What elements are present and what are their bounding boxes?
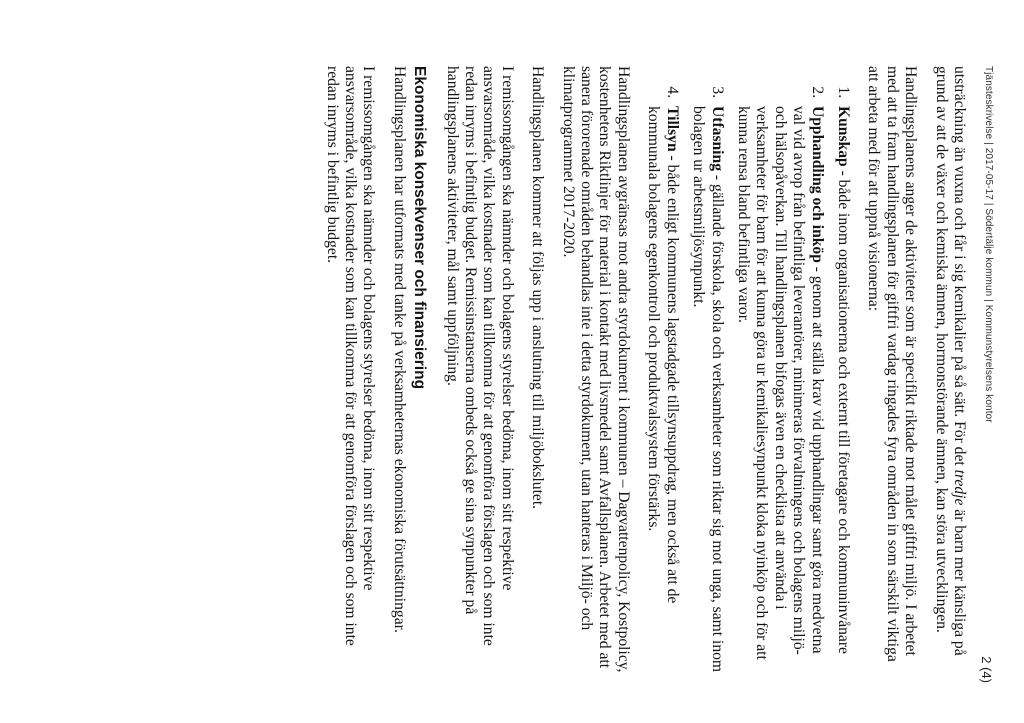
paragraph: Handlingsplanen avgränsas mot andra styrdokument i kommunen – Dagvattenpolicy, Kostpolicy, kostenhetens Riktlinjer för material i kontakt med livsmedel samt Avfallsplanen. Arbetet med att sanera förorenade områden behandlas inte i detta styrdokument, utan hanteras i Miljö- och klimatprogrammet 2017-2020. xyxy=(559,66,632,673)
office-name: Kommunstyrelsens kontor xyxy=(983,304,994,423)
paragraph: utsträckning än vuxna och får i sig kemikalier på så sätt. För det tredje är barn mer känsliga på grund av att de växer och kemiska ämnen, hormonstörande ämnen, kan störa utvecklingen. xyxy=(932,66,968,656)
list-item: 3. Utfasning - gällande förskola, skola och verksamheter som riktar sig mot unga, samt inom bolagen ur arbetsmiljösynpunkt. xyxy=(689,102,726,676)
section-heading: Ekonomiska konsekvenser och finansiering xyxy=(411,66,429,390)
list-item: 4. Tillsyn - både enligt kommunens lagstadgade tillsynsuppdrag, men också att de kommunala bolagens egenkontroll och produktvalssystem förstärks. xyxy=(644,102,681,676)
paragraph: I remissomgången ska nämnder och bolagens styrelser bedöma, inom sitt respektive ansvarsområde, vilka kostnader som kan tillkomma för att genomföra förslagen och som inte redan inryms i befintlig budget. Remissinstanserna ombeds också ge sina synpunkter på handlingsplanens aktiviteter, mål samt uppföljning. xyxy=(443,66,516,646)
header-separator: | xyxy=(983,202,994,206)
document-header xyxy=(983,66,994,423)
org-name: Södertälje kommun xyxy=(983,208,994,297)
paragraph: Handlingsplanen kommer att följas upp i anslutning till miljöbokslutet. xyxy=(529,66,547,510)
page-number: 2 (4) xyxy=(979,656,994,683)
list-item: 1. Kunskap - både inom organisationerna och externt till företagare och kommuninvånare xyxy=(834,102,852,676)
list-item: 2. Upphandling och inköp - genom att ställa krav vid upphandlingar samt göra medvetna val vid avrop från befintliga leverantörer, minimeras förvaltningens och bolagens miljö- och hälsopåverkan. Till handlingsplanen bifogas även en checklista att använda i verksamheter för barn för att kunna göra ur kemikaliesynpunkt kloka nyinköp och för att kunna rensa bland befintliga varor. xyxy=(734,102,826,676)
header-separator: | xyxy=(983,299,994,302)
italic-word: tredje xyxy=(951,469,968,506)
paragraph: I remissomgången ska nämnder och bolagens styrelser bedöma, inom sitt respektive ansvarsområde, vilka kostnader som kan tillkomma för att genomföra förslagen och som inte redan inryms i befintlig budget. xyxy=(323,66,378,646)
focus-areas-list xyxy=(644,66,852,676)
paragraph: Handlingsplanen har utformats med tanke på verksamheternas ekonomiska förutsättningar. xyxy=(390,66,408,633)
header-separator: | xyxy=(983,142,994,145)
paragraph: Handlingsplanens anger de aktiviteter som är specifikt riktade mot målet giftfri miljö. I arbetet med att ta fram handlingsplanen för giftfri vardag ringades fyra områden in som särskilt viktiga att arbeta med för att uppnå visionerna: xyxy=(865,66,920,662)
document-body xyxy=(310,66,968,676)
doc-type: Tjänsteskrivelse xyxy=(983,66,994,140)
doc-date: 2017-05-17 xyxy=(983,147,994,200)
